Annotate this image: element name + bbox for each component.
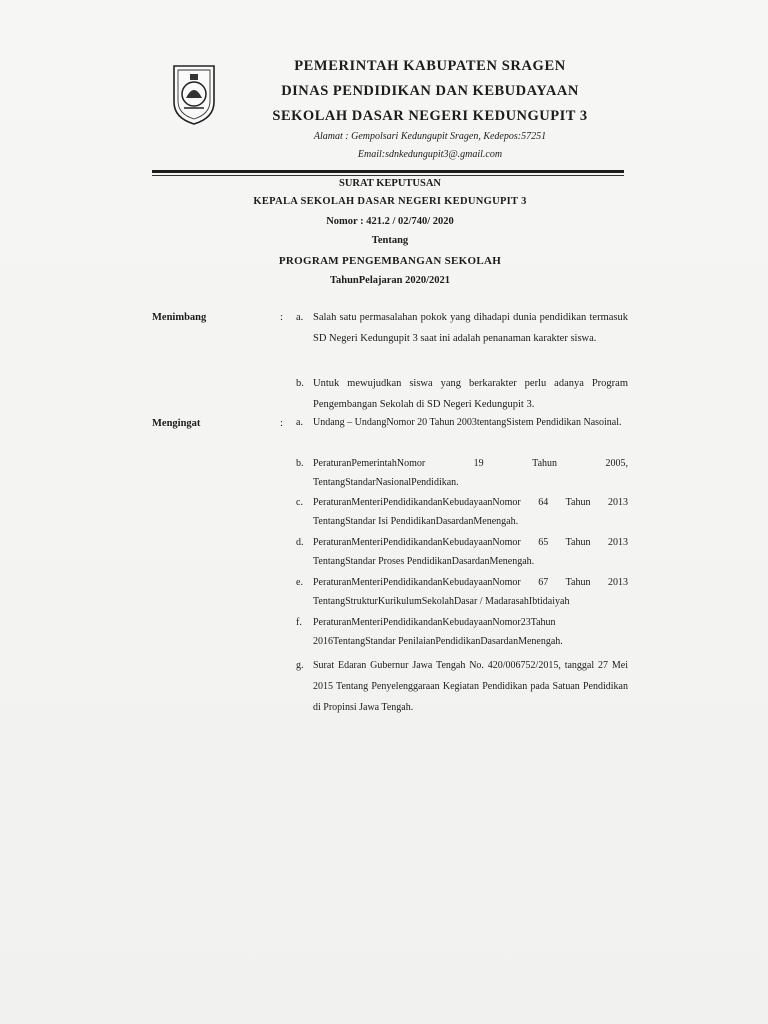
item-marker: c. bbox=[296, 497, 303, 508]
menimbang-colon: : bbox=[280, 311, 284, 323]
mengingat-colon: : bbox=[280, 417, 284, 429]
item-text-line1 bbox=[313, 454, 628, 473]
letterhead bbox=[250, 58, 610, 160]
mengingat-item bbox=[296, 413, 628, 432]
about-label: Tentang bbox=[371, 235, 409, 246]
issuer-title: KEPALA SEKOLAH DASAR NEGERI KEDUNGUPIT 3 bbox=[253, 196, 527, 207]
mengingat-item bbox=[296, 533, 628, 571]
mengingat-label: Mengingat bbox=[152, 418, 201, 429]
letterhead-email: Email:sdnkedungupit3@.gmail.com bbox=[357, 149, 503, 160]
mengingat-item bbox=[296, 655, 628, 718]
item-text-part: Tahun bbox=[532, 458, 558, 469]
item-marker: b. bbox=[296, 458, 304, 469]
school-year: TahunPelajaran 2020/2021 bbox=[329, 275, 451, 286]
item-text: Undang – UndangNomor 20 Tahun 2003tentangSistem Pendidikan Nasoinal. bbox=[313, 417, 622, 428]
letterhead-school: SEKOLAH DASAR NEGERI KEDUNGUPIT 3 bbox=[272, 108, 588, 124]
letterhead-divider-thin bbox=[152, 175, 624, 176]
menimbang-item bbox=[296, 373, 628, 415]
decree-subject: PROGRAM PENGEMBANGAN SEKOLAH bbox=[278, 255, 502, 267]
item-text-part: 19 bbox=[473, 458, 484, 469]
item-marker: e. bbox=[296, 577, 303, 588]
item-text-line2: TentangStandarNasionalPendidikan. bbox=[313, 477, 459, 488]
mengingat-item bbox=[296, 493, 628, 531]
item-marker: g. bbox=[296, 660, 304, 671]
item-text: PeraturanMenteriPendidikandanKebudayaanNomor 65 Tahun 2013 TentangStandar Proses PendidikanDasardanMenengah. bbox=[313, 537, 628, 567]
item-marker: b. bbox=[296, 378, 304, 389]
mengingat-item bbox=[296, 573, 628, 611]
item-marker: d. bbox=[296, 537, 304, 548]
item-text-part: 2005, bbox=[605, 458, 628, 469]
item-text: PeraturanMenteriPendidikandanKebudayaanNomor 67 Tahun 2013 TentangStrukturKurikulumSekolahDasar / MadarasahIbtidaiyah bbox=[313, 577, 628, 607]
letterhead-government: PEMERINTAH KABUPATEN SRAGEN bbox=[294, 58, 566, 74]
mengingat-item bbox=[296, 454, 628, 492]
item-marker: f. bbox=[296, 617, 302, 628]
letterhead-department: DINAS PENDIDIKAN DAN KEBUDAYAAN bbox=[281, 83, 579, 99]
mengingat-item bbox=[296, 613, 628, 651]
menimbang-item bbox=[296, 307, 628, 349]
item-text: PeraturanMenteriPendidikandanKebudayaanNomor 64 Tahun 2013 TentangStandar Isi PendidikanDasardanMenengah. bbox=[313, 497, 628, 527]
letterhead-divider-thick bbox=[152, 170, 624, 173]
item-text: Surat Edaran Gubernur Jawa Tengah No. 420/006752/2015, tanggal 27 Mei 2015 Tentang Penyelenggaraan Kegiatan Pendidikan pada Satuan Pendidikan di Propinsi Jawa Tengah. bbox=[313, 660, 628, 713]
decree-number: Nomor : 421.2 / 02/740/ 2020 bbox=[326, 216, 454, 227]
item-text: Salah satu permasalahan pokok yang dihadapi dunia pendidikan termasuk SD Negeri Kedungupit 3 saat ini adalah penanaman karakter siswa. bbox=[313, 312, 628, 344]
doc-type-title: SURAT KEPUTUSAN bbox=[338, 178, 441, 189]
item-marker: a. bbox=[296, 312, 304, 323]
item-text-part: PeraturanPemerintahNomor bbox=[313, 458, 426, 469]
item-marker: a. bbox=[296, 417, 303, 428]
menimbang-label: Menimbang bbox=[152, 312, 207, 323]
item-text: PeraturanMenteriPendidikandanKebudayaanNomor23Tahun 2016TentangStandar PenilaianPendidikanDasardanMenengah. bbox=[313, 617, 563, 647]
letterhead-address: Alamat : Gempolsari Kedungupit Sragen, Kedepos:57251 bbox=[313, 131, 547, 142]
regency-crest-icon bbox=[170, 62, 218, 126]
item-text: Untuk mewujudkan siswa yang berkarakter perlu adanya Program Pengembangan Sekolah di SD Negeri Kedungupit 3. bbox=[313, 378, 628, 410]
